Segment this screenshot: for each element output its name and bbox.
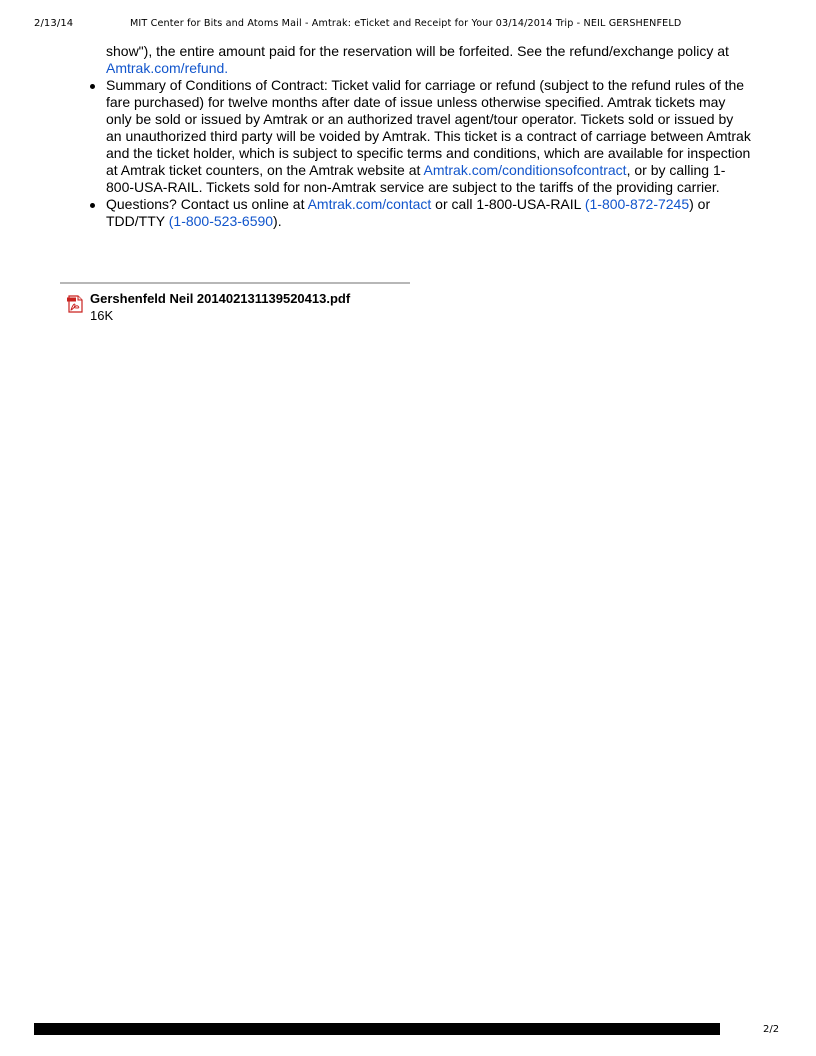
attachment-divider (60, 282, 410, 284)
questions-text-2: or call 1-800-USA-RAIL (431, 196, 585, 212)
terms-list (106, 77, 752, 230)
refund-link[interactable]: Amtrak.com/refund. (106, 60, 229, 76)
continuation-text: show"), the entire amount paid for the reservation will be forfeited. See the refund/exchange policy at (106, 43, 729, 59)
questions-text-1: Questions? Contact us online at (106, 196, 308, 212)
print-date: 2/13/14 (34, 18, 74, 29)
questions-text-3: ) or TDD/TTY (106, 196, 711, 229)
list-item-conditions (106, 77, 752, 196)
tdd-phone-link[interactable]: (1-800-523-6590 (168, 213, 274, 229)
questions-text-4: ). (273, 213, 282, 229)
phone-link[interactable]: (1-800-872-7245 (584, 196, 690, 212)
conditions-text-2: , or by calling 1-800-USA-RAIL. Tickets sold for non-Amtrak service are subject to the tariffs of the providing carrier. (106, 162, 726, 195)
contact-link[interactable]: Amtrak.com/contact (307, 196, 432, 212)
attachment-size: 16K (90, 308, 114, 323)
page-header-title: MIT Center for Bits and Atoms Mail - Amtrak: eTicket and Receipt for Your 03/14/2014 Trip - NEIL GERSHENFELD (130, 18, 682, 29)
continuation-paragraph (106, 43, 752, 77)
conditions-text-1: Summary of Conditions of Contract: Ticket valid for carriage or refund (subject to the refund rules of the fare purchased) for twelve months after date of issue unless otherwise specified. Amtrak tickets may only be sold or issued by Amtrak or an authorized travel agent/tour operator. Tickets sold or issued by an unauthorized third party will be voided by Amtrak. This ticket is a contract of carriage between Amtrak and the ticket holder, which is subject to specific terms and conditions, which are available for inspection at Amtrak ticket counters, on the Amtrak website at (106, 77, 751, 178)
conditions-of-contract-link[interactable]: Amtrak.com/conditionsofcontract (423, 162, 627, 178)
page-number: 2/2 (763, 1024, 780, 1035)
footer-bar (34, 1023, 720, 1035)
attachment-filename[interactable]: Gershenfeld Neil 20140213113952041​3.pdf (90, 291, 351, 306)
email-body (106, 43, 752, 230)
pdf-file-icon[interactable] (66, 295, 84, 313)
list-item-questions (106, 196, 752, 230)
